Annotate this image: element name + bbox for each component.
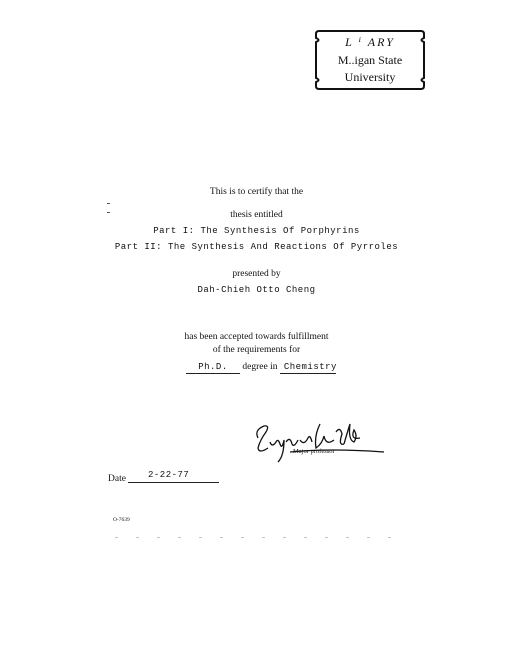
date-label: Date <box>108 474 126 484</box>
degree-in-label: degree in <box>242 362 278 372</box>
accepted-line-1: has been accepted towards fulfillment <box>184 332 329 342</box>
scan-artifact-line <box>115 537 395 538</box>
form-number: O-7639 <box>113 517 130 523</box>
stamp-line-3: University <box>344 70 396 84</box>
field-value: Chemistry <box>280 362 336 374</box>
signature-icon <box>250 418 390 464</box>
degree-line <box>186 362 356 374</box>
accepted-line-2: of the requirements for <box>212 345 301 355</box>
signature <box>250 418 390 464</box>
thesis-entitled: thesis entitled <box>230 210 283 220</box>
presented-by: presented by <box>232 269 281 279</box>
degree-value: Ph.D. <box>186 362 240 374</box>
library-stamp <box>313 28 427 92</box>
date-underline <box>128 482 219 483</box>
thesis-title-part2: Part II: The Synthesis And Reactions Of Pyrroles <box>114 242 399 252</box>
stamp-line-2: M..igan State <box>337 53 403 67</box>
signature-label: Major professor <box>293 448 335 455</box>
certify-intro: This is to certify that the <box>209 187 304 197</box>
author-name: Dah-Chieh Otto Cheng <box>197 285 316 295</box>
date-value: 2-22-77 <box>148 470 190 480</box>
margin-mark <box>107 203 110 204</box>
stamp-line-1: L ⁱ ARY <box>345 35 395 49</box>
thesis-title-part1: Part I: The Synthesis Of Porphyrins <box>153 226 360 236</box>
